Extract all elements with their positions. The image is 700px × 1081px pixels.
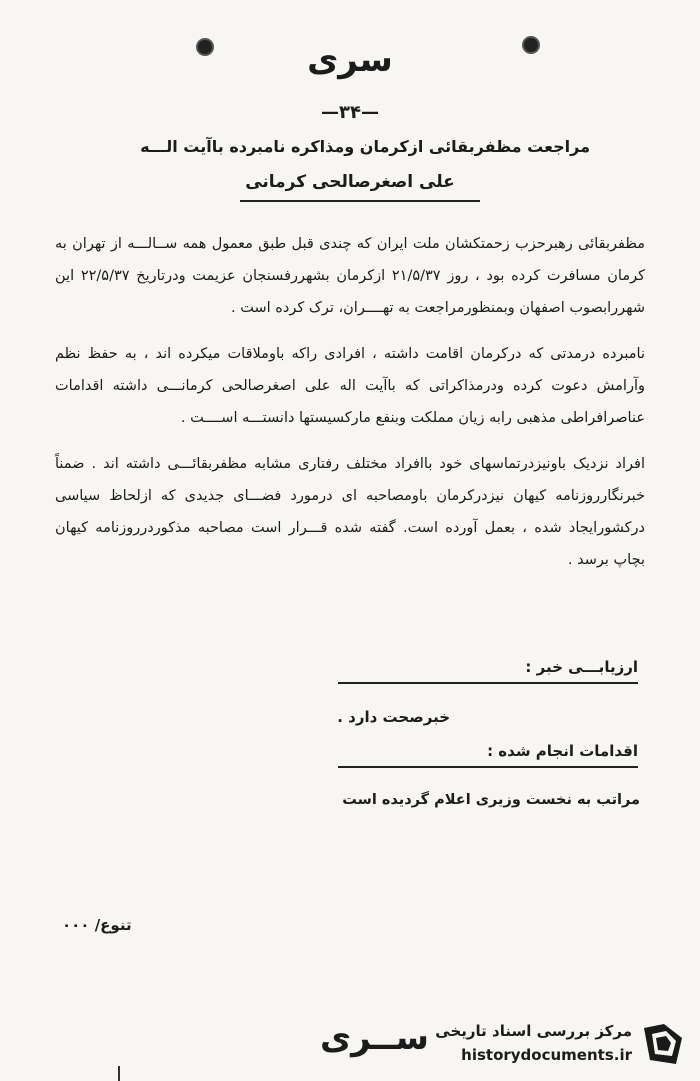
document-title: مراجعت مظفربقائی ازکرمان ومذاکره نامبرده باآیت الـــه xyxy=(140,137,590,156)
paragraph: مظفربقائی رهبرحزب زحمتکشان ملت ایران که چندی قبل طبق معمول همه ســالـــه از تهران به کرمان مسافرت کرده بود ، روز ۲۱/۵/۳۷ ازکرمان بشهررفسنجان عزیمت ودرتاریخ ۲۲/۵/۳۷ این شهررابصوب اصفهان وبمنظورمراجعت به تهــــران، ترک کرده است . xyxy=(55,236,645,316)
assessment-value: خبرصحت دارد . xyxy=(337,708,450,726)
actions-field xyxy=(338,742,638,768)
reference-code: تنوع/ ۰۰۰ xyxy=(62,916,132,934)
actions-value: مراتب به نخست وزیری اعلام گردیده است xyxy=(342,792,640,808)
subtitle-underline xyxy=(240,200,480,202)
assessment-underline xyxy=(338,682,638,684)
classification-stamp-bottom: ســری xyxy=(320,1018,429,1058)
report-body xyxy=(55,228,645,590)
document-subtitle: علی اصغرصالحی کرمانی xyxy=(245,172,455,192)
watermark-url: historydocuments.ir xyxy=(461,1046,632,1064)
paragraph: نامبرده درمدتی که درکرمان اقامت داشته ، افرادی راکه باوملاقات میکرده اند ، به حفظ نظم وآرامش دعوت کرده ودرمذاکراتی که باآیت اله علی اصغرصالحی کرمانـــی داشته اقدامات عناصرافراطی مذهبی رابه زیان مملکت وبنفع مارکسیستها دانستـــه اســــت . xyxy=(55,346,645,426)
margin-mark xyxy=(118,1066,120,1081)
paragraph: افراد نزدیک باونیزدرتماسهای خود باافراد مختلف رفتاری مشابه مظفربقائـــی داشته اند . ضمناً خبرنگارروزنامه کیهان نیزدرکرمان باومصاحبه ای درمورد فضـــای جدیدی که ازلحاظ سیاسی درکشورایجاد شده ، بعمل آورده است. گفته شده قـــرار است مصاحبه مذکوردرروزنامه کیهان بچاپ برسد . xyxy=(55,456,645,568)
archive-logo-icon xyxy=(638,1020,688,1070)
archive-watermark xyxy=(418,1020,688,1072)
actions-underline xyxy=(338,766,638,768)
watermark-name: مرکز بررسی اسناد تاریخی xyxy=(435,1022,632,1040)
actions-label: اقدامات انجام شده : xyxy=(487,742,638,760)
page-number: —۳۴— xyxy=(321,102,379,123)
classification-stamp-top: سری xyxy=(307,40,393,80)
assessment-label: ارزیابـــی خبر : xyxy=(525,658,638,676)
assessment-field xyxy=(338,658,638,684)
punch-hole-icon xyxy=(522,36,540,54)
